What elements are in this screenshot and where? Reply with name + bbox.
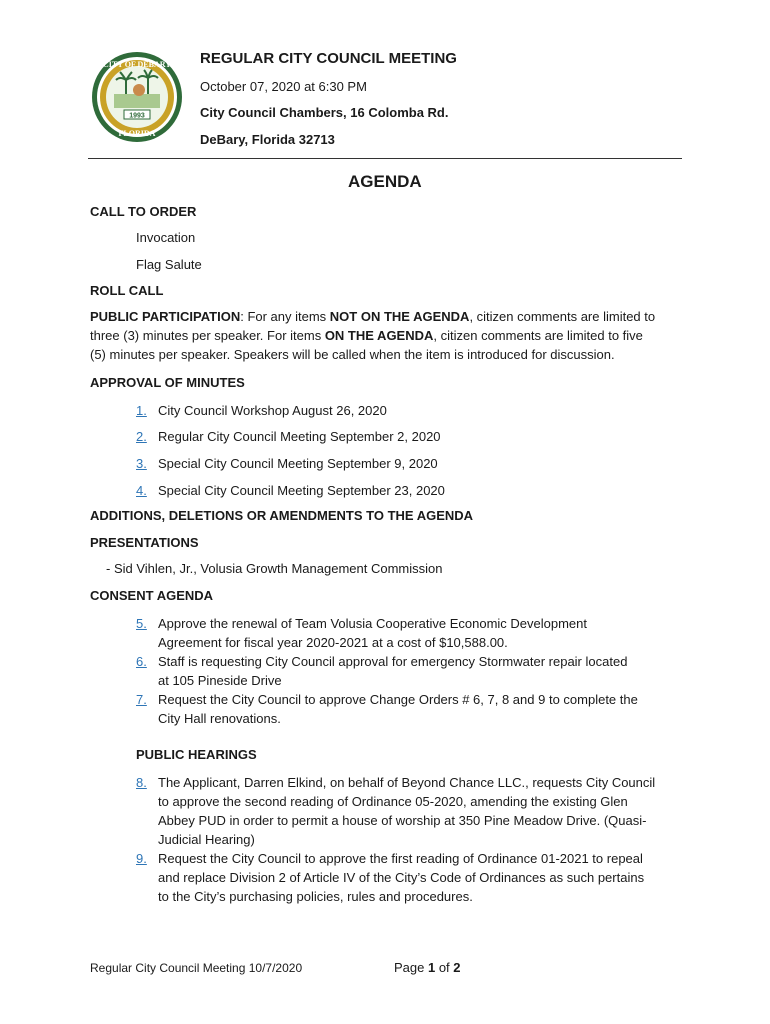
public-participation-line1: PUBLIC PARTICIPATION: For any items NOT ON THE AGENDA, citizen comments are limited to <box>90 309 656 324</box>
agenda-item-link[interactable]: 4. <box>136 483 147 498</box>
svg-text:1993: 1993 <box>129 112 145 120</box>
list-item: 7. Request the City Council to approve Change Orders # 6, 7, 8 and 9 to complete the City Hall renovations. <box>136 692 638 726</box>
additions-heading: ADDITIONS, DELETIONS OR AMENDMENTS TO THE AGENDA <box>90 508 474 523</box>
page-number: Page 1 of 2 <box>394 960 461 975</box>
consent-agenda-heading: CONSENT AGENDA <box>90 588 214 603</box>
presentation-item: - Sid Vihlen, Jr., Volusia Growth Management Commission <box>106 561 443 576</box>
roll-call-heading: ROLL CALL <box>90 283 164 298</box>
public-participation-label: PUBLIC PARTICIPATION <box>90 309 241 324</box>
agenda-item-link[interactable]: 9. <box>136 851 147 866</box>
meeting-city: DeBary, Florida 32713 <box>200 132 335 147</box>
footer-meeting-label: Regular City Council Meeting 10/7/2020 <box>90 961 303 975</box>
meeting-date: October 07, 2020 at 6:30 PM <box>200 79 367 94</box>
call-to-order-heading: CALL TO ORDER <box>90 204 197 219</box>
meeting-title: REGULAR CITY COUNCIL MEETING <box>200 50 457 67</box>
agenda-title: AGENDA <box>348 172 422 191</box>
list-item: 9. Request the City Council to approve the first reading of Ordinance 01-2021 to repeal and replace Division 2 of Article IV of the City’s Code of Ordinances as such pertains to the City’s purchasing policies, rules and procedures. <box>136 851 645 904</box>
agenda-item-link[interactable]: 3. <box>136 456 147 471</box>
svg-text:CITY OF DEBARY: CITY OF DEBARY <box>102 60 172 69</box>
public-participation-line3: (5) minutes per speaker. Speakers will be called when the item is introduced for discussion. <box>90 347 615 362</box>
header-divider <box>88 158 682 159</box>
list-item: 5. Approve the renewal of Team Volusia Cooperative Economic Development Agreement for fiscal year 2020-2021 at a cost of $10,588.00. <box>136 616 587 650</box>
public-hearings-heading: PUBLIC HEARINGS <box>136 747 257 762</box>
flag-salute-item: Flag Salute <box>136 257 202 272</box>
city-seal-logo <box>90 50 184 144</box>
agenda-item-link[interactable]: 7. <box>136 692 147 707</box>
agenda-item-link[interactable]: 1. <box>136 403 147 418</box>
list-item: 8. The Applicant, Darren Elkind, on behalf of Beyond Chance LLC., requests City Council to approve the second reading of Ordinance 05-2020, amending the existing Glen Abbey PUD in order to permit a house of worship at 350 Pine Meadow Drive. (Quasi-Judicial Hearing) <box>136 775 656 847</box>
agenda-item-link[interactable]: 8. <box>136 775 147 790</box>
presentations-heading: PRESENTATIONS <box>90 535 199 550</box>
svg-text:FLORIDA: FLORIDA <box>118 129 156 138</box>
agenda-item-link[interactable]: 5. <box>136 616 147 631</box>
approval-minutes-heading: APPROVAL OF MINUTES <box>90 375 245 390</box>
agenda-item-link[interactable]: 6. <box>136 654 147 669</box>
invocation-item: Invocation <box>136 230 196 245</box>
meeting-location: City Council Chambers, 16 Colomba Rd. <box>200 105 449 120</box>
list-item: 6. Staff is requesting City Council approval for emergency Stormwater repair located at 105 Pineside Drive <box>136 654 628 688</box>
agenda-item-link[interactable]: 2. <box>136 429 147 444</box>
public-participation-line2: three (3) minutes per speaker. For items ON THE AGENDA, citizen comments are limited to five <box>90 328 643 343</box>
